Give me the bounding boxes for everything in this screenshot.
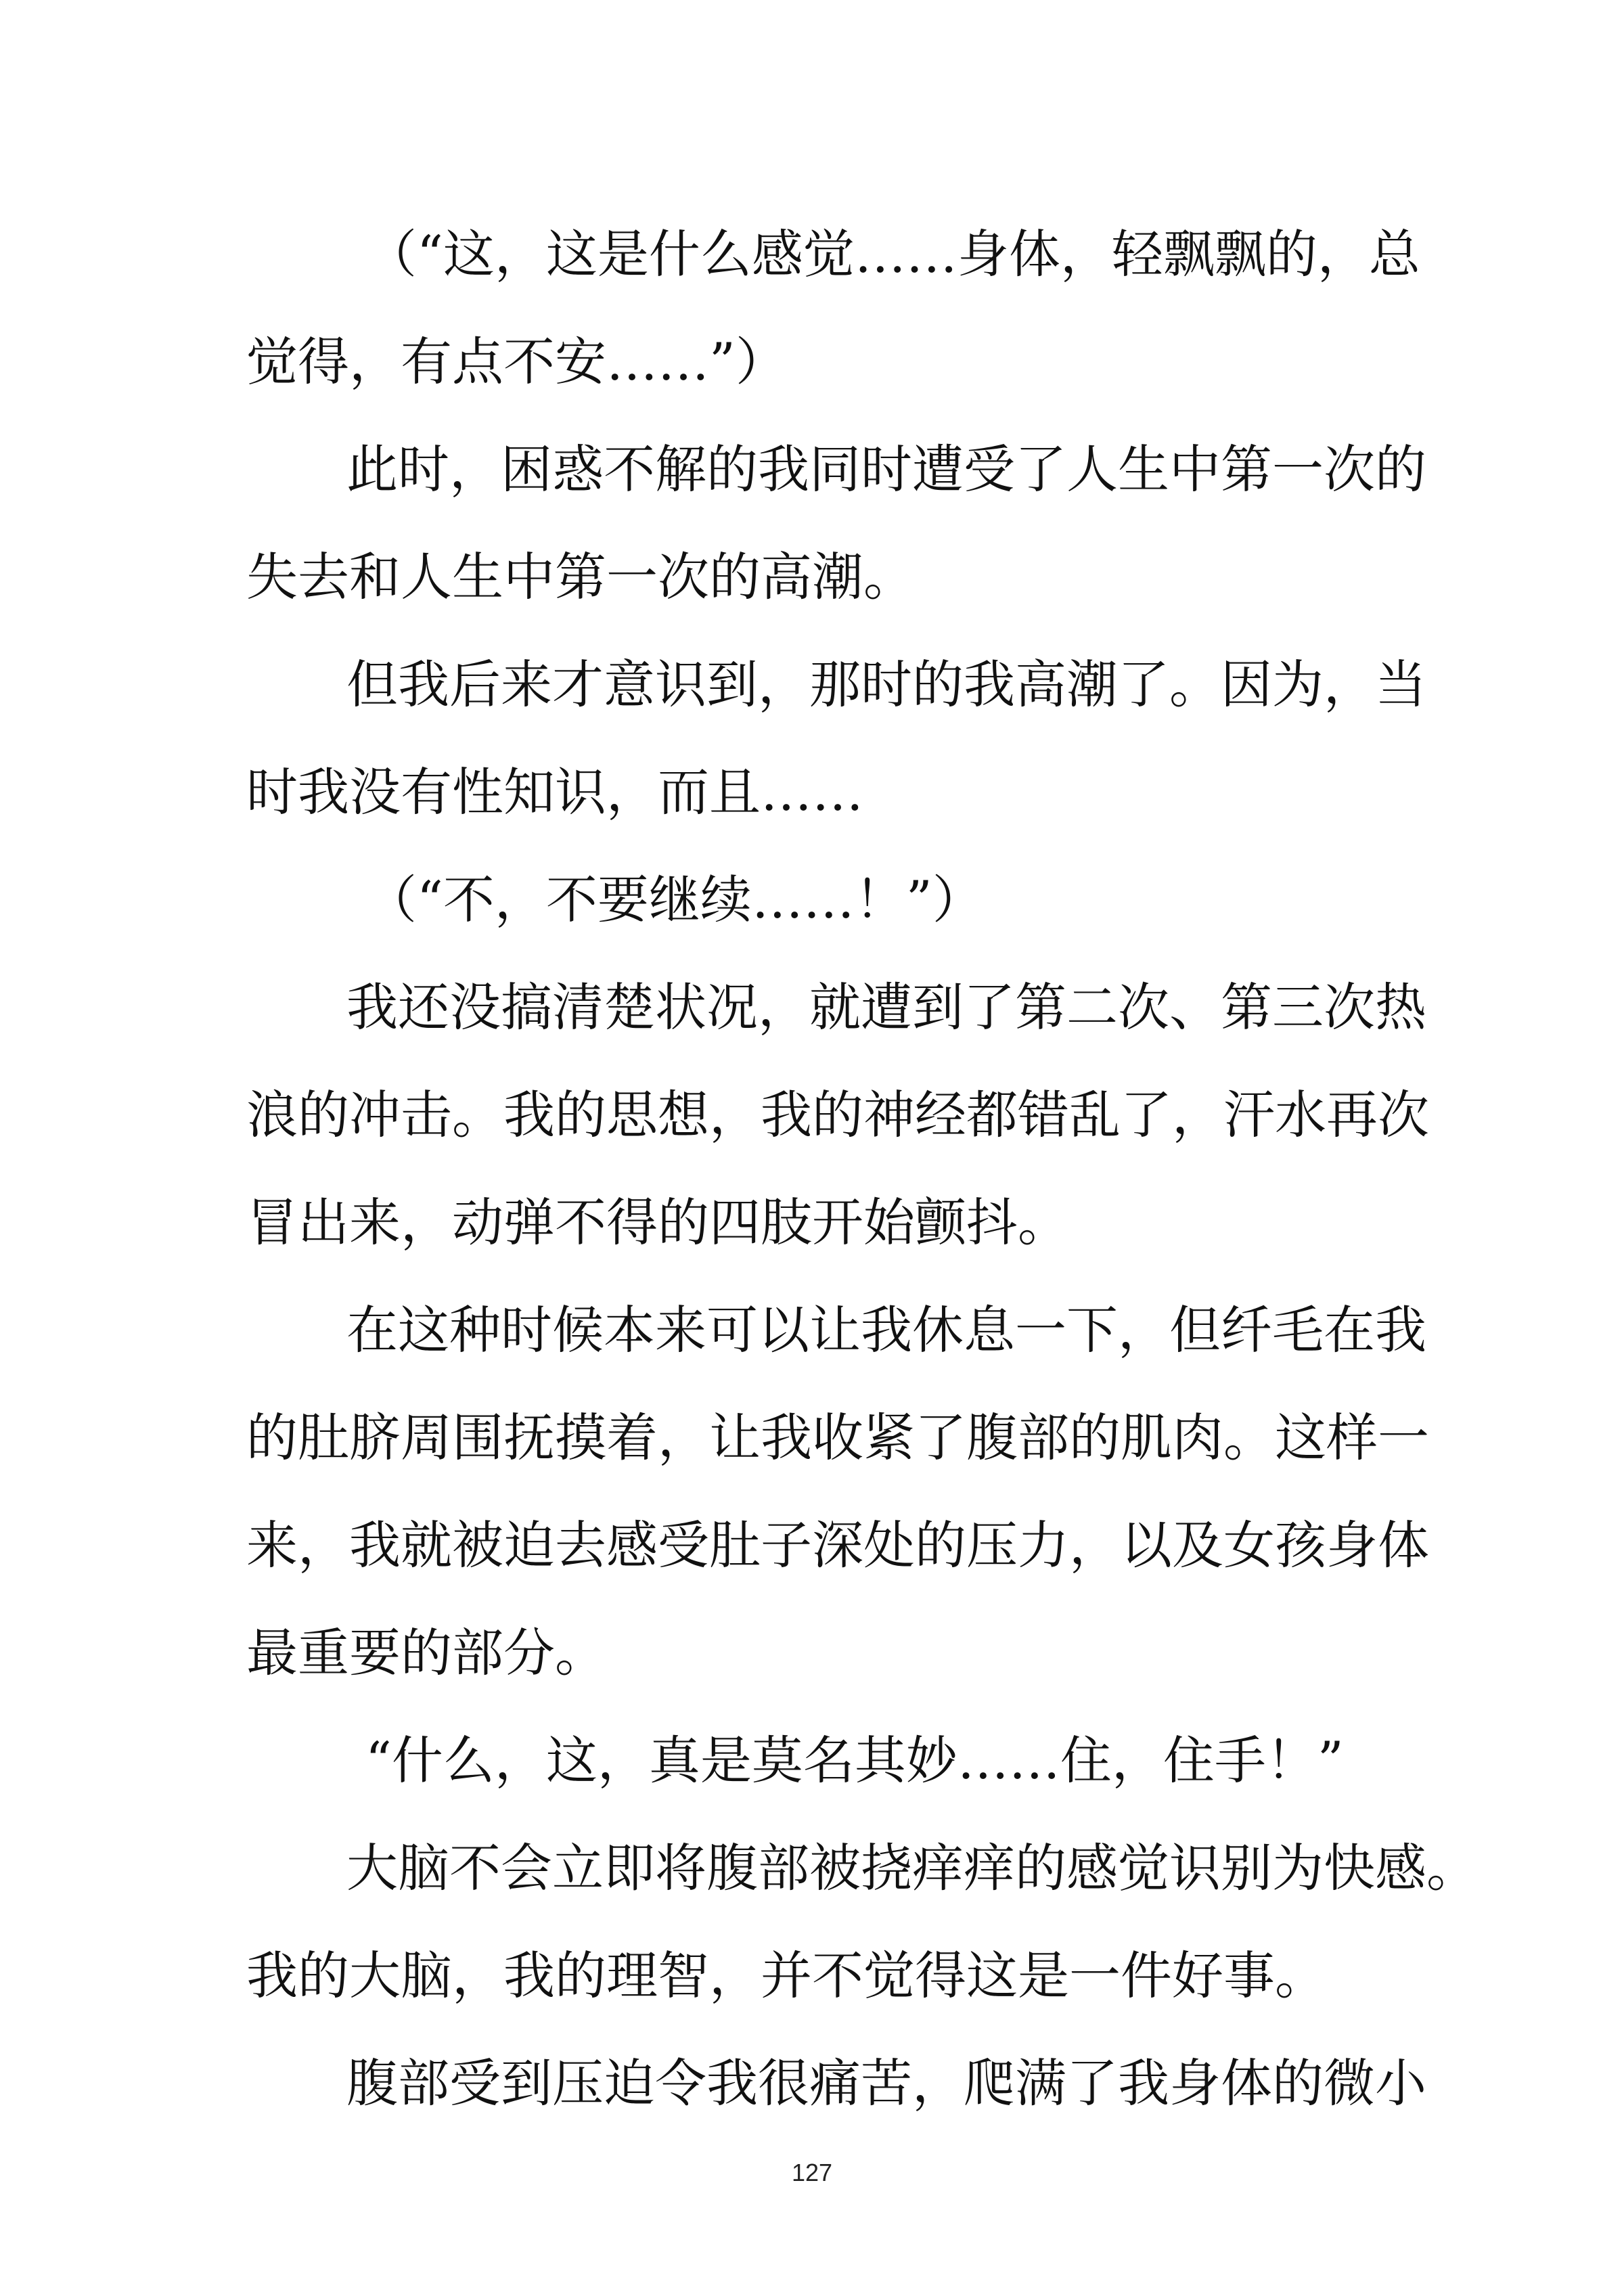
text-line: 浪的冲击。我的思想，我的神经都错乱了，汗水再次 bbox=[246, 1085, 1429, 1145]
text-line: （“这，这是什么感觉……身体，轻飘飘的，总 bbox=[365, 224, 1420, 284]
text-line: 最重要的部分。 bbox=[246, 1623, 606, 1683]
text-line: 觉得，有点不安……”） bbox=[246, 332, 787, 392]
text-line: 大脑不会立即将腹部被挠痒痒的感觉识别为快感。 bbox=[346, 1838, 1478, 1898]
text-line: 来，我就被迫去感受肚子深处的压力，以及女孩身体 bbox=[246, 1515, 1429, 1575]
text-line: 但我后来才意识到，那时的我高潮了。因为，当 bbox=[346, 654, 1426, 715]
text-line: （“不，不要继续……！”） bbox=[365, 870, 984, 930]
text-line: 在这种时候本来可以让我休息一下，但纤毛在我 bbox=[346, 1300, 1426, 1360]
text-line: 失去和人生中第一次的高潮。 bbox=[246, 547, 915, 607]
text-line: 腹部受到压迫令我很痛苦，爬满了我身体的微小 bbox=[346, 2053, 1426, 2113]
page-number: 127 bbox=[791, 2159, 833, 2186]
text-line: 我还没搞清楚状况，就遭到了第二次、第三次热 bbox=[346, 977, 1426, 1037]
text-line: 的肚脐周围抚摸着，让我收紧了腹部的肌肉。这样一 bbox=[246, 1408, 1429, 1468]
text-line: “什么，这，真是莫名其妙……住，住手！” bbox=[365, 1730, 1344, 1791]
text-line: 冒出来，动弹不得的四肢开始颤抖。 bbox=[246, 1192, 1069, 1253]
text-line: 我的大脑，我的理智，并不觉得这是一件好事。 bbox=[246, 1945, 1326, 2006]
text-line: 时我没有性知识，而且…… bbox=[246, 762, 863, 822]
text-line: 此时，困惑不解的我同时遭受了人生中第一次的 bbox=[346, 439, 1426, 499]
